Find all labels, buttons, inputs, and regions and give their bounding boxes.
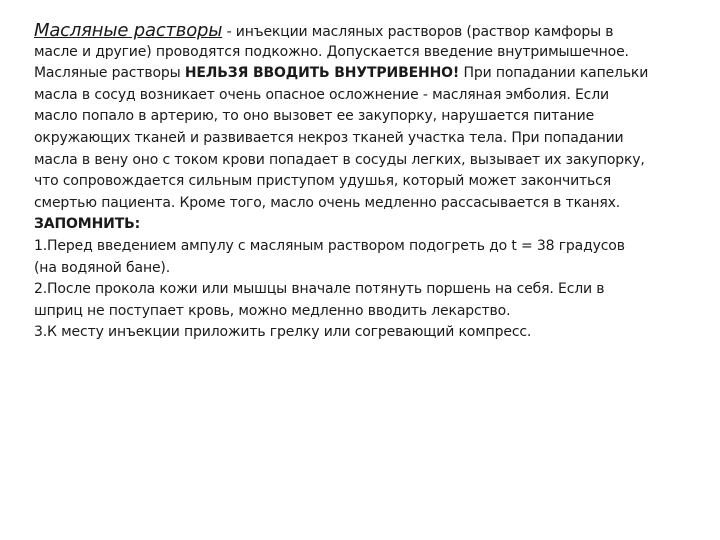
paragraph-line-4: масла в сосуд возникает очень опасное осложнение - масляная эмболия. Если <box>34 86 609 103</box>
paragraph-line-3 <box>34 63 706 85</box>
list-item-3-line-1: 3.К месту инъекции приложить грелку или согревающий компресс. <box>34 324 532 341</box>
paragraph-line-9: смертью пациента. Кроме того, масло очень медленно рассасывается в тканях. <box>34 194 621 211</box>
heading-continuation: - инъекции масляных растворов (раствор камфоры в <box>222 24 614 40</box>
paragraph-line-7: масла в вену оно с током крови попадает в сосуды легких, вызывает их закупорку, <box>34 151 645 168</box>
section-heading: Масляные растворы <box>34 20 223 41</box>
text-block <box>34 20 706 344</box>
line3-end: При попадании капельки <box>459 65 649 82</box>
line3-start: Масляные растворы <box>34 65 185 82</box>
warning-text: НЕЛЬЗЯ ВВОДИТЬ ВНУТРИВЕННО! <box>184 65 460 82</box>
paragraph-line-8: что сопровождается сильным приступом удушья, который может закончиться <box>34 173 611 190</box>
list-item-1-line-1: 1.Перед введением ампулу с масляным раствором подогреть до t = 38 градусов <box>34 237 625 254</box>
paragraph-line-1 <box>34 20 706 42</box>
paragraph-line-2: масле и другие) проводятся подкожно. Допускается введение внутримышечное. <box>34 43 629 60</box>
list-item-2-line-1: 2.После прокола кожи или мышцы вначале потянуть поршень на себя. Если в <box>34 281 605 298</box>
remember-label: ЗАПОМНИТЬ: <box>34 216 141 233</box>
paragraph-line-6: окружающих тканей и развивается некроз тканей участка тела. При попадании <box>34 129 624 146</box>
list-item-1-line-2: (на водяной бане). <box>34 259 171 276</box>
list-item-2-line-2: шприц не поступает кровь, можно медленно вводить лекарство. <box>34 302 511 319</box>
paragraph-line-5: масло попало в артерию, то оно вызовет ее закупорку, нарушается питание <box>34 108 595 125</box>
